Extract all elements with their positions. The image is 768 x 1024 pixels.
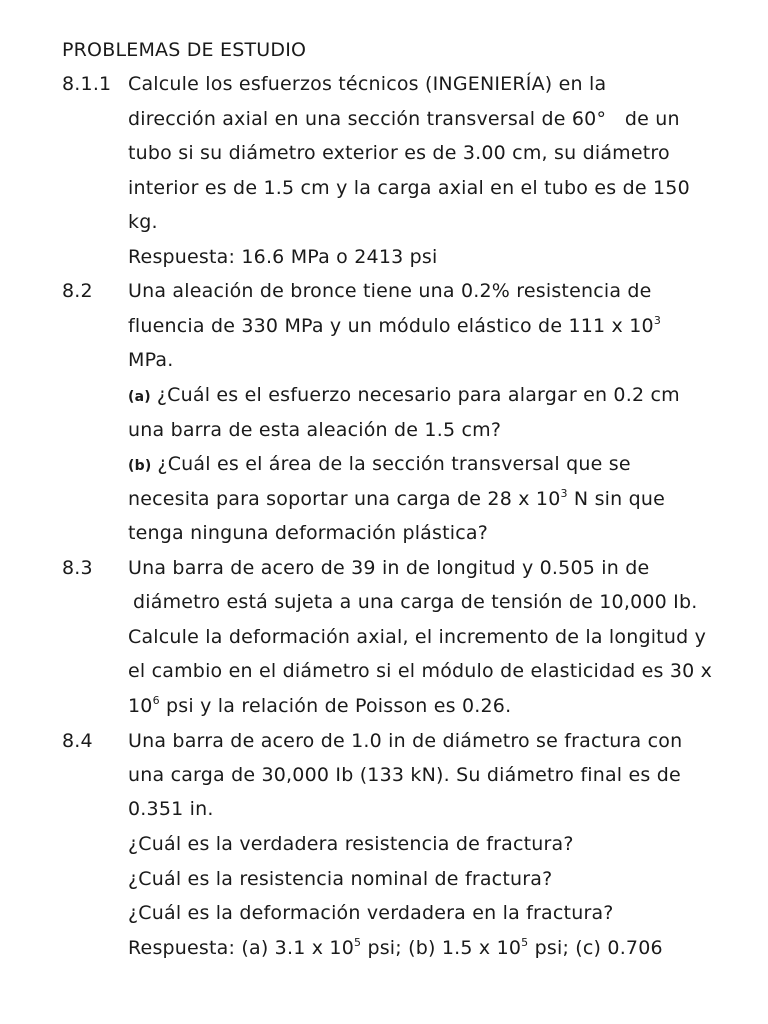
problem-text: interior es de 1.5 cm y la carga axial en el tubo es de 150 bbox=[128, 177, 690, 199]
superscript: 3 bbox=[653, 314, 662, 327]
problem-text bbox=[128, 482, 665, 519]
question-text: ¿Cuál es la verdadera resistencia de fractura? bbox=[128, 833, 574, 855]
problem-number: 8.2 bbox=[62, 280, 93, 302]
problem-text: el cambio en el diámetro si el módulo de elasticidad es 30 x bbox=[128, 660, 713, 682]
problem-text: tenga ninguna deformación plástica? bbox=[128, 522, 489, 544]
problem-text: Una aleación de bronce tiene una 0.2% resistencia de bbox=[128, 280, 652, 302]
problem-number: 8.4 bbox=[62, 730, 93, 752]
problem-text: Una barra de acero de 1.0 in de diámetro se fractura con bbox=[128, 730, 683, 752]
problem-text: Calcule la deformación axial, el incremento de la longitud y bbox=[128, 626, 707, 648]
problem-text: MPa. bbox=[128, 349, 174, 371]
text-segment: necesita para soportar una carga de 28 x 10 bbox=[128, 488, 561, 510]
superscript: 6 bbox=[152, 694, 160, 707]
answer-text: Respuesta: 16.6 MPa o 2413 psi bbox=[128, 246, 438, 268]
text-segment: psi y la relación de Poisson es 0.26. bbox=[159, 695, 512, 717]
problem-text bbox=[128, 378, 680, 414]
problem-text bbox=[128, 447, 631, 483]
text-segment: psi; (c) 0.706 bbox=[528, 937, 663, 959]
subpart-label: (b) bbox=[128, 458, 152, 474]
text-segment: ¿Cuál es el área de la sección transversal que se bbox=[157, 453, 631, 475]
problem-text bbox=[128, 689, 511, 726]
text-segment: ¿Cuál es el esfuerzo necesario para alargar en 0.2 cm bbox=[156, 384, 680, 406]
question-text: ¿Cuál es la resistencia nominal de fractura? bbox=[128, 868, 553, 890]
problem-text: Calcule los esfuerzos técnicos (INGENIERÍA) en la bbox=[128, 73, 607, 95]
text-segment: 10 bbox=[128, 695, 153, 717]
answer-text bbox=[128, 931, 663, 968]
text-segment: psi; (b) 1.5 x 10 bbox=[361, 937, 522, 959]
text-segment: N sin que bbox=[567, 488, 666, 510]
text-segment: Respuesta: (a) 3.1 x 10 bbox=[128, 937, 354, 959]
problem-text: diámetro está sujeta a una carga de tensión de 10,000 Ib. bbox=[133, 591, 698, 613]
superscript: 3 bbox=[560, 487, 568, 500]
problem-text: Una barra de acero de 39 in de longitud y 0.505 in de bbox=[128, 557, 650, 579]
subpart-label: (a) bbox=[128, 389, 151, 405]
superscript: 5 bbox=[354, 936, 362, 949]
problem-number: 8.1.1 bbox=[62, 73, 112, 95]
problem-text: una carga de 30,000 Ib (133 kN). Su diámetro final es de bbox=[128, 764, 681, 786]
problem-text: 0.351 in. bbox=[128, 798, 214, 820]
problem-text: tubo si su diámetro exterior es de 3.00 cm, su diámetro bbox=[128, 142, 670, 164]
page-title: PROBLEMAS DE ESTUDIO bbox=[62, 39, 307, 61]
superscript: 5 bbox=[521, 936, 529, 949]
question-text: ¿Cuál es la deformación verdadera en la fractura? bbox=[128, 902, 614, 924]
problem-text: dirección axial en una sección transversal de 60° de un bbox=[128, 108, 680, 130]
problem-number: 8.3 bbox=[62, 557, 93, 579]
problem-text: una barra de esta aleación de 1.5 cm? bbox=[128, 419, 502, 441]
problem-text: kg. bbox=[128, 211, 158, 233]
problem-text bbox=[128, 309, 661, 346]
text-segment: fluencia de 330 MPa y un módulo elástico de 111 x 10 bbox=[128, 315, 654, 337]
